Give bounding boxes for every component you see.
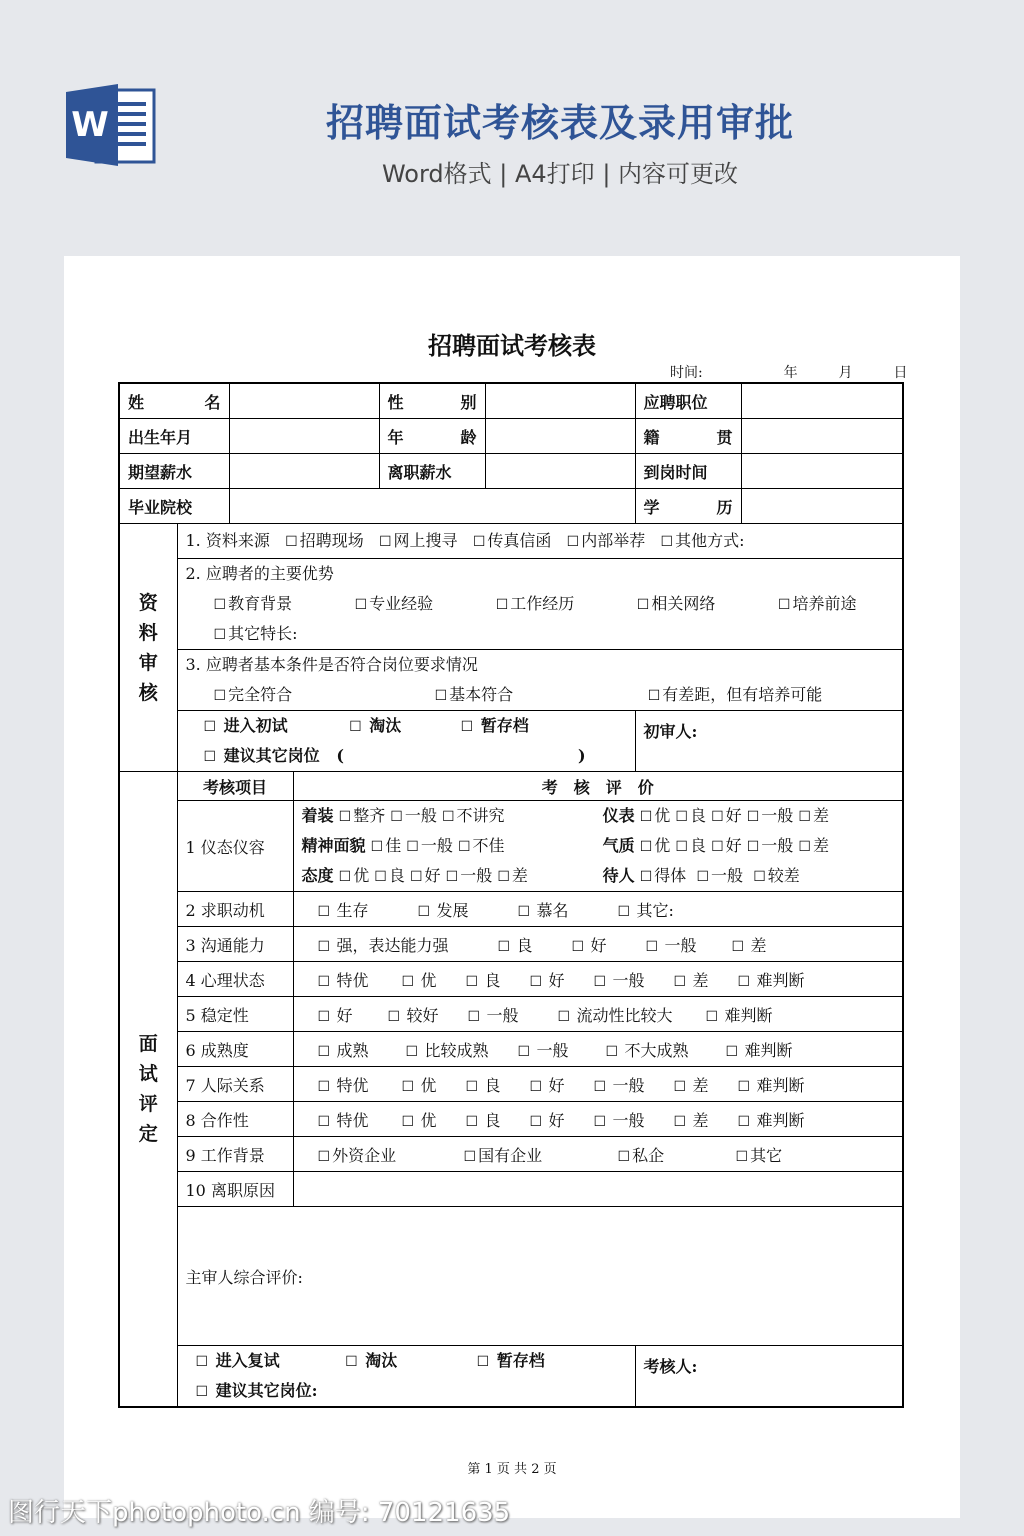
final-decision-option[interactable]: ☐ 淘汰 bbox=[345, 1351, 398, 1370]
first-reviewer-label: 初审人: bbox=[643, 722, 698, 741]
eval-option[interactable]: ☐ 特优 bbox=[317, 970, 369, 990]
date-line bbox=[670, 362, 907, 382]
source-option[interactable]: ☐ 内部举荐 bbox=[566, 531, 646, 550]
evaluation-column-header: 考 核 评 价 bbox=[293, 772, 903, 801]
banner-subtitle: Word格式 | A4打印 | 内容可更改 bbox=[381, 160, 739, 188]
eval-option[interactable]: ☐ 一般 bbox=[593, 1110, 645, 1130]
year-label: 年 bbox=[783, 365, 798, 381]
eval-option[interactable]: ☐ 差 bbox=[497, 866, 528, 885]
eval-item-label: 7 人际关系 bbox=[177, 1067, 293, 1102]
eval-option[interactable]: ☐ 优 bbox=[639, 836, 671, 855]
position-label: 应聘职位 bbox=[635, 383, 741, 419]
arrival-time-label: 到岗时间 bbox=[635, 454, 741, 489]
name-label: 姓 名 bbox=[119, 383, 229, 419]
age-label: 年 龄 bbox=[379, 419, 485, 454]
eval-option[interactable]: ☐ 外资企业 bbox=[317, 1145, 397, 1165]
eval-option[interactable]: ☐ 其它 bbox=[735, 1145, 783, 1165]
eval-option[interactable]: ☐ 较差 bbox=[753, 866, 800, 885]
eval-option[interactable]: ☐ 良 bbox=[675, 836, 706, 855]
source-question: 1. 资料来源 bbox=[185, 531, 270, 550]
month-label: 月 bbox=[838, 365, 853, 381]
eval-option[interactable]: ☐ 一般 bbox=[467, 1005, 519, 1025]
examiner-label: 考核人: bbox=[643, 1357, 698, 1376]
position-field[interactable] bbox=[741, 383, 903, 419]
word-doc-icon bbox=[66, 84, 156, 166]
eval-option[interactable]: ☐ 好 bbox=[409, 866, 441, 885]
document-page bbox=[64, 256, 960, 1518]
education-label: 学 历 bbox=[635, 489, 741, 524]
eval-item-label: 8 合作性 bbox=[177, 1102, 293, 1137]
advantage-option[interactable]: ☐ 相关网络 bbox=[636, 594, 716, 613]
appearance-options: 着装 ☐ 整齐 ☐ 一般 ☐ 不讲究 仪表 ☐ 优 ☐ 良 ☐ 好 ☐ 一般 ☐ 差 精神面貌 ☐ 佳 ☐ 一般 ☐ 不佳 气质 ☐ 优 ☐ 良 ☐ 好 ☐ 一般 ☐ 差 态度 ☐ 优 ☐ 良 ☐ 好 ☐ 一般 ☐ 差 待人 ☐ 得体 ☐ 一般 ☐ 较差 bbox=[293, 801, 903, 892]
name-field[interactable] bbox=[229, 383, 379, 419]
eval-option[interactable]: ☐ 优 bbox=[401, 970, 437, 990]
eval-option[interactable]: ☐ 慕名 bbox=[517, 900, 569, 920]
advantage-option[interactable]: ☐ 培养前途 bbox=[777, 594, 857, 613]
eval-option[interactable]: ☐ 特优 bbox=[317, 1110, 369, 1130]
eval-option[interactable]: ☐ 一般 bbox=[746, 836, 794, 855]
advantages-row bbox=[177, 559, 903, 650]
origin-label: 籍 贯 bbox=[635, 419, 741, 454]
advantage-option[interactable]: ☐ 教育背景 bbox=[213, 594, 293, 613]
eval-option[interactable]: ☐ 强，表达能力强 bbox=[317, 935, 449, 955]
eval-option[interactable]: ☐ 一般 bbox=[645, 935, 697, 955]
eval-option[interactable]: ☐ 一般 bbox=[445, 866, 493, 885]
page-number: 第 1 页 共 2 页 bbox=[467, 1462, 557, 1477]
eval-option[interactable]: ☐ 一般 bbox=[696, 866, 744, 885]
source-row bbox=[177, 524, 903, 559]
source-option[interactable]: ☐ 招聘现场 bbox=[285, 531, 364, 550]
eval-option[interactable]: ☐ 差 bbox=[673, 1075, 709, 1095]
decision-option[interactable]: ☐ 进入初试 bbox=[203, 716, 288, 735]
eval-option[interactable]: ☐ 一般 bbox=[746, 806, 794, 825]
overall-evaluation-cell[interactable] bbox=[177, 1207, 903, 1346]
eval-item-label: 5 稳定性 bbox=[177, 997, 293, 1032]
origin-field[interactable] bbox=[741, 419, 903, 454]
qualification-option[interactable]: ☐ 完全符合 bbox=[213, 685, 293, 704]
eval-option[interactable]: ☐ 良 bbox=[374, 866, 405, 885]
word-icon-letter: W bbox=[71, 105, 109, 145]
eval-item-label: 3 沟通能力 bbox=[177, 927, 293, 962]
day-label: 日 bbox=[893, 365, 908, 381]
overall-evaluation-label: 主审人综合评价: bbox=[185, 1267, 303, 1287]
eval-option[interactable]: ☐ 差 bbox=[798, 836, 829, 855]
eval-option[interactable]: ☐ 差 bbox=[731, 935, 767, 955]
eval-option[interactable]: ☐ 优 bbox=[401, 1110, 437, 1130]
eval-option[interactable]: ☐ 好 bbox=[711, 836, 742, 855]
eval-option[interactable]: ☐ 优 bbox=[338, 866, 370, 885]
eval-option[interactable]: ☐ 差 bbox=[673, 1110, 709, 1130]
leave-reason-label: 10 离职原因 bbox=[177, 1172, 293, 1207]
eval-item-options bbox=[293, 1102, 903, 1137]
birth-label: 出生年月 bbox=[119, 419, 229, 454]
eval-option[interactable]: ☐ 成熟 bbox=[317, 1040, 369, 1060]
age-field[interactable] bbox=[485, 419, 635, 454]
paren-close: ) bbox=[577, 746, 586, 765]
eval-option[interactable]: ☐ 差 bbox=[673, 970, 709, 990]
eval-item-options bbox=[293, 962, 903, 997]
eval-option[interactable]: ☐ 好 bbox=[529, 1075, 565, 1095]
eval-option[interactable]: ☐ 一般 bbox=[593, 970, 645, 990]
advantage-option[interactable]: ☐ 专业经验 bbox=[354, 594, 434, 613]
leave-reason-field[interactable] bbox=[293, 1172, 903, 1207]
eval-option[interactable]: ☐ 佳 bbox=[370, 836, 402, 855]
eval-item-options bbox=[293, 997, 903, 1032]
eval-option[interactable]: ☐ 难判断 bbox=[705, 1005, 773, 1025]
eval-item-label: 9 工作背景 bbox=[177, 1137, 293, 1172]
eval-option[interactable]: ☐ 一般 bbox=[517, 1040, 569, 1060]
birth-field[interactable] bbox=[229, 419, 379, 454]
banner-title: 招聘面试考核表及录用审批 bbox=[325, 101, 794, 145]
eval-option[interactable]: ☐ 难判断 bbox=[725, 1040, 793, 1060]
suggest-position-blank[interactable] bbox=[318, 1388, 518, 1407]
eval-item-options bbox=[293, 1032, 903, 1067]
eval-item-options bbox=[293, 892, 903, 927]
qualification-option[interactable]: ☐ 有差距，但有培养可能 bbox=[647, 685, 823, 704]
watermark-text: 图行天下photophoto.cn 编号: 70121635 bbox=[8, 1498, 511, 1528]
eval-option[interactable]: ☐ 好 bbox=[529, 1110, 565, 1130]
eval-option[interactable]: ☐ 良 bbox=[465, 1110, 501, 1130]
eval-item-label: 6 成熟度 bbox=[177, 1032, 293, 1067]
expected-salary-label: 期望薪水 bbox=[119, 454, 229, 489]
eval-option[interactable]: ☐ 一般 bbox=[406, 836, 453, 855]
eval-item-options bbox=[293, 1137, 903, 1172]
eval-option[interactable]: ☐ 良 bbox=[465, 970, 501, 990]
advantages-question: 2. 应聘者的主要优势 bbox=[185, 564, 334, 583]
arrival-time-field[interactable] bbox=[741, 454, 903, 489]
eval-option[interactable]: ☐ 其它: bbox=[617, 900, 674, 920]
school-label: 毕业院校 bbox=[119, 489, 229, 524]
final-decision-option[interactable]: ☐ 进入复试 bbox=[195, 1351, 280, 1370]
school-field[interactable] bbox=[229, 489, 635, 524]
qualification-row bbox=[177, 650, 903, 711]
eval-item-label: 4 心理状态 bbox=[177, 962, 293, 997]
first-reviewer-cell[interactable] bbox=[635, 711, 903, 772]
interview-form-table bbox=[118, 382, 904, 1408]
eval-item-options bbox=[293, 1067, 903, 1102]
review-side-label: 资 料 审 核 bbox=[119, 524, 177, 772]
eval-option[interactable]: ☐ 良 bbox=[497, 935, 533, 955]
eval-option[interactable]: ☐ 好 bbox=[529, 970, 565, 990]
qualification-question: 3. 应聘者基本条件是否符合岗位要求情况 bbox=[185, 655, 478, 674]
final-decision-option[interactable]: ☐ 暂存档 bbox=[476, 1351, 545, 1370]
eval-option[interactable]: ☐ 差 bbox=[798, 806, 829, 825]
decision-option[interactable]: ☐ 淘汰 bbox=[349, 716, 402, 735]
eval-option[interactable]: ☐ 国有企业 bbox=[463, 1145, 543, 1165]
item-column-header: 考核项目 bbox=[177, 772, 293, 801]
eval-item-options bbox=[293, 927, 903, 962]
appearance-label: 1 仪态仪容 bbox=[177, 801, 293, 892]
final-decision-cell bbox=[177, 1346, 635, 1408]
source-option[interactable]: ☐ 其他方式: bbox=[660, 531, 745, 550]
source-option[interactable]: ☐ 网上搜寻 bbox=[378, 531, 458, 550]
eval-option[interactable]: ☐ 不大成熟 bbox=[605, 1040, 689, 1060]
paren-open: ( bbox=[336, 746, 344, 765]
leave-salary-field[interactable] bbox=[485, 454, 635, 489]
decision-option[interactable]: ☐ 暂存档 bbox=[460, 716, 529, 735]
eval-option[interactable]: ☐ 好 bbox=[571, 935, 607, 955]
eval-option[interactable]: ☐ 好 bbox=[711, 806, 742, 825]
eval-option[interactable]: ☐ 好 bbox=[317, 1005, 353, 1025]
eval-option[interactable]: ☐ 一般 bbox=[390, 806, 437, 825]
eval-option[interactable]: ☐ 良 bbox=[675, 806, 706, 825]
qualification-option[interactable]: ☐ 基本符合 bbox=[434, 685, 514, 704]
education-field[interactable] bbox=[741, 489, 903, 524]
document-title: 招聘面试考核表 bbox=[428, 331, 596, 360]
eval-option[interactable]: ☐ 难判断 bbox=[737, 1110, 805, 1130]
leave-salary-label: 离职薪水 bbox=[379, 454, 485, 489]
expected-salary-field[interactable] bbox=[229, 454, 379, 489]
eval-option[interactable]: ☐ 良 bbox=[465, 1075, 501, 1095]
eval-option[interactable]: ☐ 不讲究 bbox=[441, 806, 505, 825]
source-option[interactable]: ☐ 传真信函 bbox=[472, 531, 552, 550]
gender-field[interactable] bbox=[485, 383, 635, 419]
eval-option[interactable]: ☐ 难判断 bbox=[737, 970, 805, 990]
advantage-option[interactable]: ☐ 工作经历 bbox=[495, 594, 575, 613]
eval-option[interactable]: ☐ 流动性比较大 bbox=[557, 1005, 673, 1025]
first-decision-cell bbox=[177, 711, 635, 772]
examiner-cell[interactable] bbox=[635, 1346, 903, 1408]
eval-option[interactable]: ☐ 整齐 bbox=[338, 806, 386, 825]
other-skill-option[interactable]: ☐ 其它特长: bbox=[213, 624, 298, 643]
eval-option[interactable]: ☐ 难判断 bbox=[737, 1075, 805, 1095]
eval-option[interactable]: ☐ 一般 bbox=[593, 1075, 645, 1095]
eval-option[interactable]: ☐ 优 bbox=[639, 806, 671, 825]
eval-option[interactable]: ☐ 较好 bbox=[387, 1005, 439, 1025]
suggest-position-option[interactable]: ☐ 建议其它岗位 bbox=[203, 746, 320, 765]
eval-option[interactable]: ☐ 发展 bbox=[417, 900, 469, 920]
eval-item-label: 2 求职动机 bbox=[177, 892, 293, 927]
interview-side-label: 面 试 评 定 bbox=[119, 772, 177, 1408]
time-label: 时间: bbox=[670, 365, 703, 381]
eval-option[interactable]: ☐ 比较成熟 bbox=[405, 1040, 489, 1060]
final-suggest-option[interactable]: ☐ 建议其它岗位: bbox=[195, 1381, 318, 1400]
gender-label: 性 别 bbox=[379, 383, 485, 419]
eval-option[interactable]: ☐ 私企 bbox=[617, 1145, 665, 1165]
eval-option[interactable]: ☐ 特优 bbox=[317, 1075, 369, 1095]
eval-option[interactable]: ☐ 不佳 bbox=[457, 836, 505, 855]
eval-option[interactable]: ☐ 优 bbox=[401, 1075, 437, 1095]
eval-option[interactable]: ☐ 得体 bbox=[639, 866, 687, 885]
eval-option[interactable]: ☐ 生存 bbox=[317, 900, 369, 920]
